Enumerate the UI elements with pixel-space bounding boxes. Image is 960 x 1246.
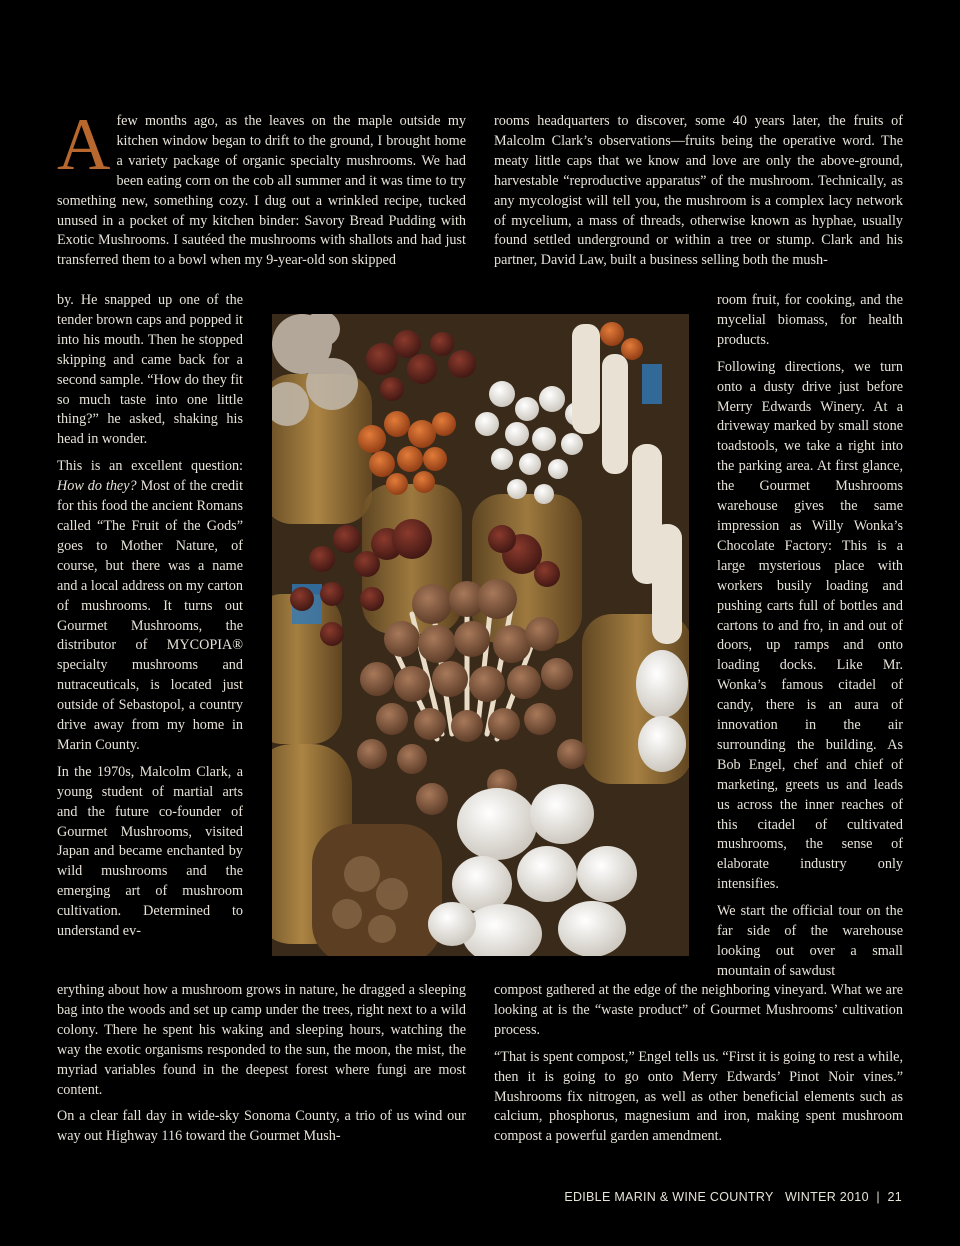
- paragraph-compost: compost gathered at the edge of the neighboring vineyard. What we are looking at is the “waste product” of Gourmet Mushrooms’ cultivation process.: [494, 982, 903, 1038]
- magazine-title: EDIBLE MARIN & WINE COUNTRY: [564, 1190, 774, 1204]
- page-number: 21: [887, 1190, 902, 1204]
- issue-label: WINTER 2010: [784, 1190, 869, 1204]
- paragraph-question: This is an excellent question: How do they? Most of the credit for this food the ancient Romans called “The Fruit of the Gods” goes to Mother Nature, of course, but there was a name and a local address on my carton of mushrooms. It turns out Gourmet Mushrooms, the distributor of MYCOPIA® specialty mushrooms and nutraceuticals, is located just outside of Sebastopol, a country drive away from my home in Marin County.: [57, 458, 244, 753]
- right-column-top: [494, 112, 903, 278]
- opening-paragraph: Afew months ago, as the leaves on the maple outside my kitchen window began to drift to the ground, I brought home a variety package of organic specialty mushrooms. We had been eating corn on the cob all summer and it was time to try something new, something cozy. I dug out a wrinkled recipe, tucked unused in a pocket of my kitchen binder: Savory Bread Pudding with Exotic Mushrooms. I sautéed the mushrooms with shallots and had just transferred them to a bowl when my 9-year-old son skipped: [57, 104, 466, 269]
- paragraph-tour: We start the official tour on the far side of the warehouse looking out over a small mountain of sawdust: [717, 903, 903, 979]
- paragraph-malcolm-clark: In the 1970s, Malcolm Clark, a young student of martial arts and the future co-founder of Gourmet Mushrooms, visited Japan and became enchanted by wild mushrooms and the emerging art of mushroom cultivation. Determined to understand ev-: [57, 763, 243, 940]
- paragraph-directions: Following directions, we turn onto a dusty drive just before Merry Edwards Winery. At a driveway marked by small stone toadstools, we take a right into the parking area. At first glance, the Gourmet Mushrooms warehouse gives the same impression as Willy Wonka’s Chocolate Factory: This is a large mysterious place with workers busily loading and pushing carts full of bottles and cartons to and fro, in and out of doors, up ramps and onto loading docks. Like Mr. Wonka’s famous citadel of candy, there is an aura of innovation in the air surrounding the building. As Bob Engel, chef and chief of marketing, greets us and leads us across the inner reaches of this citadel of cultivated mushrooms, the sense of elaborate industry only intensifies.: [717, 358, 903, 893]
- drop-cap: A: [57, 104, 111, 186]
- mushroom-photo: [272, 314, 689, 956]
- mushroom-illustration: [272, 314, 689, 956]
- paragraph-biomass: room fruit, for cooking, and the mycelial biomass, for health products.: [717, 292, 903, 348]
- page-footer: [564, 1190, 902, 1204]
- footer-separator: |: [876, 1190, 880, 1204]
- paragraph-headquarters: rooms headquarters to discover, some 40 years later, the fruits of Malcolm Clark’s observations—fruits being the operative word. The meaty little caps that we know and love are only the above-ground, harvestable “reproductive apparatus” of the mushroom. Technically, as any mycologist will tell you, the mushroom is a complex lacy network of mycelium, a mass of threads, otherwise known as hyphae, usually found settled underground or within a tree or stump. Clark and his partner, David Law, built a business selling both the mush-: [494, 113, 903, 269]
- right-column-narrow: [717, 291, 903, 989]
- paragraph-son: by. He snapped up one of the tender brown caps and popped it into his mouth. Then he stopped skipping and came back for a second sample. “How do they fit so much taste into one little thing?” he asked, shaking his head in wonder.: [57, 292, 243, 448]
- left-column-narrow: [57, 291, 243, 949]
- right-column-bottom: [494, 981, 903, 1154]
- left-column-top: [57, 104, 466, 278]
- paragraph-camp: erything about how a mushroom grows in nature, he dragged a sleeping bag into the woods and set up camp under the trees, right next to a wild colony. There he spent his waking and sleeping hours, watching the way the exotic organisms responded to the sun, the moon, the mist, the myriad variables found in the deepest forest where fungi are most content.: [57, 982, 466, 1098]
- left-column-bottom: [57, 981, 466, 1154]
- paragraph-sonoma: On a clear fall day in wide-sky Sonoma County, a trio of us wind our way out Highway 116 toward the Gourmet Mush-: [57, 1108, 466, 1145]
- paragraph-spent-compost: “That is spent compost,” Engel tells us. “First it is going to rest a while, then it is going to go onto Merry Edwards’ Pinot Noir vines.” Mushrooms fix nitrogen, as well as other beneficial elements such as calcium, phosphorus, magnesium and iron, making spent mushroom compost a powerful garden amendment.: [494, 1048, 903, 1145]
